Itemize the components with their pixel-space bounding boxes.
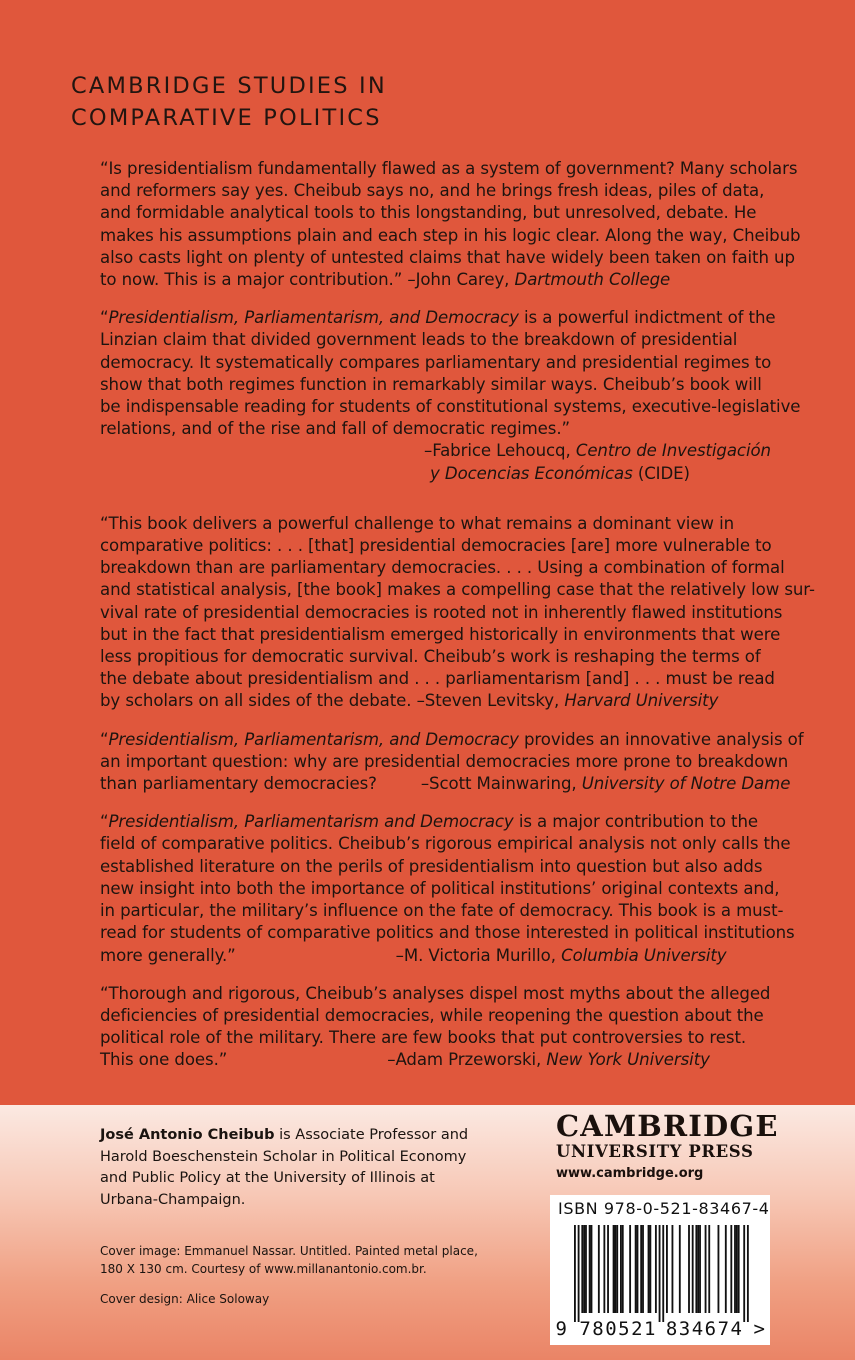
endorsement-carey <box>100 158 830 291</box>
barcode-bar <box>659 1225 661 1322</box>
author-bio <box>100 1125 500 1211</box>
attribution-institution: University of Notre Dame <box>581 774 791 794</box>
attribution-name: –M. Victoria Murillo, <box>395 945 562 965</box>
barcode-bar <box>642 1225 644 1313</box>
barcode-bar <box>635 1225 637 1313</box>
quote-line: established literature on the perils of presidentialism into question but also adds <box>100 856 763 876</box>
barcode-bar <box>614 1225 616 1313</box>
quote-line: and reformers say yes. Cheibub says no, and he brings fresh ideas, piles of data, <box>100 181 765 201</box>
quote-line: also casts light on plenty of untested claims that have widely been taken on faith up <box>100 247 795 267</box>
barcode-graphic <box>550 1195 770 1345</box>
series-title-line-1: CAMBRIDGE STUDIES IN <box>71 73 387 99</box>
barcode-bar <box>583 1225 585 1313</box>
barcode-bar <box>699 1225 701 1313</box>
publisher-subtitle: UNIVERSITY PRESS <box>556 1142 754 1161</box>
barcode-bar <box>747 1225 749 1322</box>
credit-line: Cover design: Alice Soloway <box>100 1292 270 1306</box>
endorsement-mainwaring <box>100 729 830 796</box>
credit-line: Cover image: Emmanuel Nassar. Untitled. Painted metal place, <box>100 1244 478 1258</box>
barcode-bar <box>581 1225 583 1313</box>
attribution-name: –Steven Levitsky, <box>416 691 565 711</box>
quote-text: to now. This is a major contribution.” <box>100 270 403 290</box>
quote-line: “Is presidentialism fundamentally flawed as a system of government? Many scholars <box>100 159 798 178</box>
open-quote: “ <box>100 308 109 328</box>
barcode-bar <box>743 1225 745 1322</box>
quote-line: field of comparative politics. Cheibub’s rigorous empirical analysis not only calls the <box>100 834 791 854</box>
quote-text: is a major contribution to the <box>513 812 758 832</box>
barcode-lead-digit: 9 <box>555 1318 569 1340</box>
cover-image-credit <box>100 1243 478 1278</box>
quote-line: less propitious for democratic survival. Cheibub’s work is reshaping the terms of <box>100 647 761 667</box>
quote-line: relations, and of the rise and fall of democratic regimes.” <box>100 419 571 439</box>
cover-design-credit <box>100 1291 269 1309</box>
barcode-bar <box>574 1225 576 1322</box>
attribution-institution: Centro de Investigación <box>575 441 771 461</box>
bio-line: and Public Policy at the University of Illinois at <box>100 1170 435 1186</box>
quote-text: This one does.” <box>100 1050 228 1070</box>
bio-line: Urbana-Champaign. <box>100 1191 246 1208</box>
endorsement-lehoucq <box>100 307 830 485</box>
quote-line: democracy. It systematically compares parliamentary and presidential regimes to <box>100 352 772 372</box>
barcode-bar <box>730 1225 732 1313</box>
barcode-bar <box>662 1225 664 1322</box>
barcode-bar <box>603 1225 605 1313</box>
book-title: Presidentialism, Parliamentarism and Democracy <box>108 812 514 832</box>
quote-line: show that both regimes function in remarkably similar ways. Cheibub’s book will <box>100 374 762 394</box>
quote-line: new insight into both the importance of political institutions’ original contexts and, <box>100 878 780 898</box>
open-quote: “ <box>100 812 109 832</box>
bio-line: Harold Boeschenstein Scholar in Political Economy <box>100 1148 467 1165</box>
series-title <box>71 70 387 134</box>
barcode-bar <box>591 1225 593 1313</box>
quote-line: “Thorough and rigorous, Cheibub’s analyses dispel most myths about the alleged <box>100 983 771 1003</box>
barcode-bar <box>666 1225 668 1313</box>
attribution-institution: New York University <box>546 1050 710 1070</box>
barcode-bar <box>672 1225 674 1313</box>
quote-line: makes his assumptions plain and each step in his logic clear. Along the way, Cheibub <box>100 225 801 245</box>
attribution-name: –Adam Przeworski, <box>387 1050 547 1070</box>
barcode-bar <box>607 1225 609 1313</box>
barcode-bar <box>637 1225 639 1313</box>
barcode-bar <box>692 1225 694 1313</box>
quote-text: provides an innovative analysis of <box>518 729 804 749</box>
barcode-bar <box>697 1225 699 1313</box>
barcode-bar <box>649 1225 651 1313</box>
endorsements <box>100 158 830 1088</box>
attribution-institution: Columbia University <box>561 945 727 965</box>
barcode-bar <box>629 1225 631 1313</box>
series-title-line-2: COMPARATIVE POLITICS <box>71 105 382 131</box>
quote-line-last <box>100 269 830 291</box>
quote-line: the debate about presidentialism and . . . parliamentarism [and] . . . must be read <box>100 669 775 689</box>
barcode-bar <box>695 1225 697 1313</box>
quote-line: comparative politics: . . . [that] presidential democracies [are] more vulnerable to <box>100 536 772 556</box>
quote-line-last <box>100 690 830 712</box>
book-title: Presidentialism, Parliamentarism, and Democracy <box>108 308 519 328</box>
quote-line: read for students of comparative politics and those interested in political institutions <box>100 923 795 943</box>
attribution-institution: Harvard University <box>564 691 719 711</box>
barcode-end-mark: > <box>753 1318 767 1340</box>
quote-line: but in the fact that presidentialism emerged historically in environments that were <box>100 624 781 644</box>
credit-line: 180 X 130 cm. Courtesy of www.millanantonio.com.br. <box>100 1261 427 1276</box>
endorsement-levitsky <box>100 513 830 713</box>
quote-line: be indispensable reading for students of constitutional systems, executive-legislative <box>100 397 801 417</box>
barcode-bar <box>589 1225 591 1313</box>
quote-line <box>100 729 830 751</box>
barcode-bar <box>738 1225 740 1313</box>
bio-text: is Associate Professor and <box>274 1127 469 1143</box>
bio-line <box>100 1125 500 1147</box>
barcode-bar <box>613 1225 615 1313</box>
barcode-bar <box>718 1225 720 1313</box>
barcode-bar <box>585 1225 587 1313</box>
quote-line-last <box>100 773 830 795</box>
barcode-bar <box>616 1225 618 1313</box>
barcode-bar <box>679 1225 681 1313</box>
endorsement-murillo <box>100 811 830 966</box>
book-title: Presidentialism, Parliamentarism, and Democracy <box>108 729 519 749</box>
quote-line: deficiencies of presidential democracies, while reopening the question about the <box>100 1005 764 1025</box>
isbn-text: ISBN 978-0-521-83467-4 <box>558 1199 770 1218</box>
quote-line <box>100 307 830 329</box>
barcode-bar <box>620 1225 622 1313</box>
quote-line: in particular, the military’s influence on the fate of democracy. This book is a must- <box>100 901 784 921</box>
publisher-logo <box>556 1110 786 1184</box>
barcode-bar <box>708 1225 710 1313</box>
attribution-name: –Scott Mainwaring, <box>420 774 582 794</box>
quote-line: political role of the military. There are few books that put controversies to rest. <box>100 1028 747 1048</box>
isbn-barcode <box>550 1195 770 1345</box>
quote-text: than parliamentary democracies? <box>100 774 377 794</box>
barcode-bar <box>705 1225 707 1313</box>
attribution-institution: Dartmouth College <box>514 270 671 290</box>
quote-line: and statistical analysis, [the book] makes a compelling case that the relatively low sur- <box>100 580 815 600</box>
quote-line: breakdown than are parliamentary democracies. . . . Using a combination of formal <box>100 558 785 578</box>
author-name: José Antonio Cheibub <box>100 1127 275 1143</box>
barcode-bar <box>725 1225 727 1313</box>
quote-line: “This book delivers a powerful challenge to what remains a dominant view in <box>100 513 735 533</box>
attribution-institution: y Docencias Económicas <box>430 463 633 483</box>
quote-line: Linzian claim that divided government leads to the breakdown of presidential <box>100 330 738 350</box>
barcode-bar <box>648 1225 650 1313</box>
endorsement-przeworski <box>100 983 830 1072</box>
attribution-line <box>100 463 830 485</box>
quote-line-last <box>100 945 830 967</box>
quote-line-last <box>100 1049 830 1071</box>
open-quote: “ <box>100 729 109 749</box>
barcode-bar <box>734 1225 736 1313</box>
quote-text: more generally.” <box>100 945 236 965</box>
publisher-name: CAMBRIDGE <box>556 1109 779 1143</box>
attribution-name: –Fabrice Lehoucq, <box>424 441 576 461</box>
quote-line: and formidable analytical tools to this longstanding, but unresolved, debate. He <box>100 203 757 223</box>
attribution-line <box>100 440 830 462</box>
quote-text: is a powerful indictment of the <box>518 308 776 328</box>
barcode-bar <box>640 1225 642 1313</box>
barcode-bar <box>622 1225 624 1313</box>
publisher-url: www.cambridge.org <box>556 1166 704 1181</box>
quote-line: vival rate of presidential democracies is rooted not in inherently flawed institutions <box>100 602 783 622</box>
barcode-left-digits: 780521 <box>579 1318 657 1340</box>
barcode-bar <box>578 1225 580 1322</box>
quote-line <box>100 811 830 833</box>
barcode-bar <box>598 1225 600 1313</box>
barcode-bar <box>655 1225 657 1313</box>
quote-line: an important question: why are presidential democracies more prone to breakdown <box>100 751 789 771</box>
attribution-name: –John Carey, <box>407 270 515 290</box>
barcode-bar <box>736 1225 738 1313</box>
attribution-suffix: (CIDE) <box>632 463 690 483</box>
quote-text: by scholars on all sides of the debate. <box>100 691 417 711</box>
barcode-bar <box>688 1225 690 1313</box>
barcode-right-digits: 834674 <box>665 1318 744 1340</box>
